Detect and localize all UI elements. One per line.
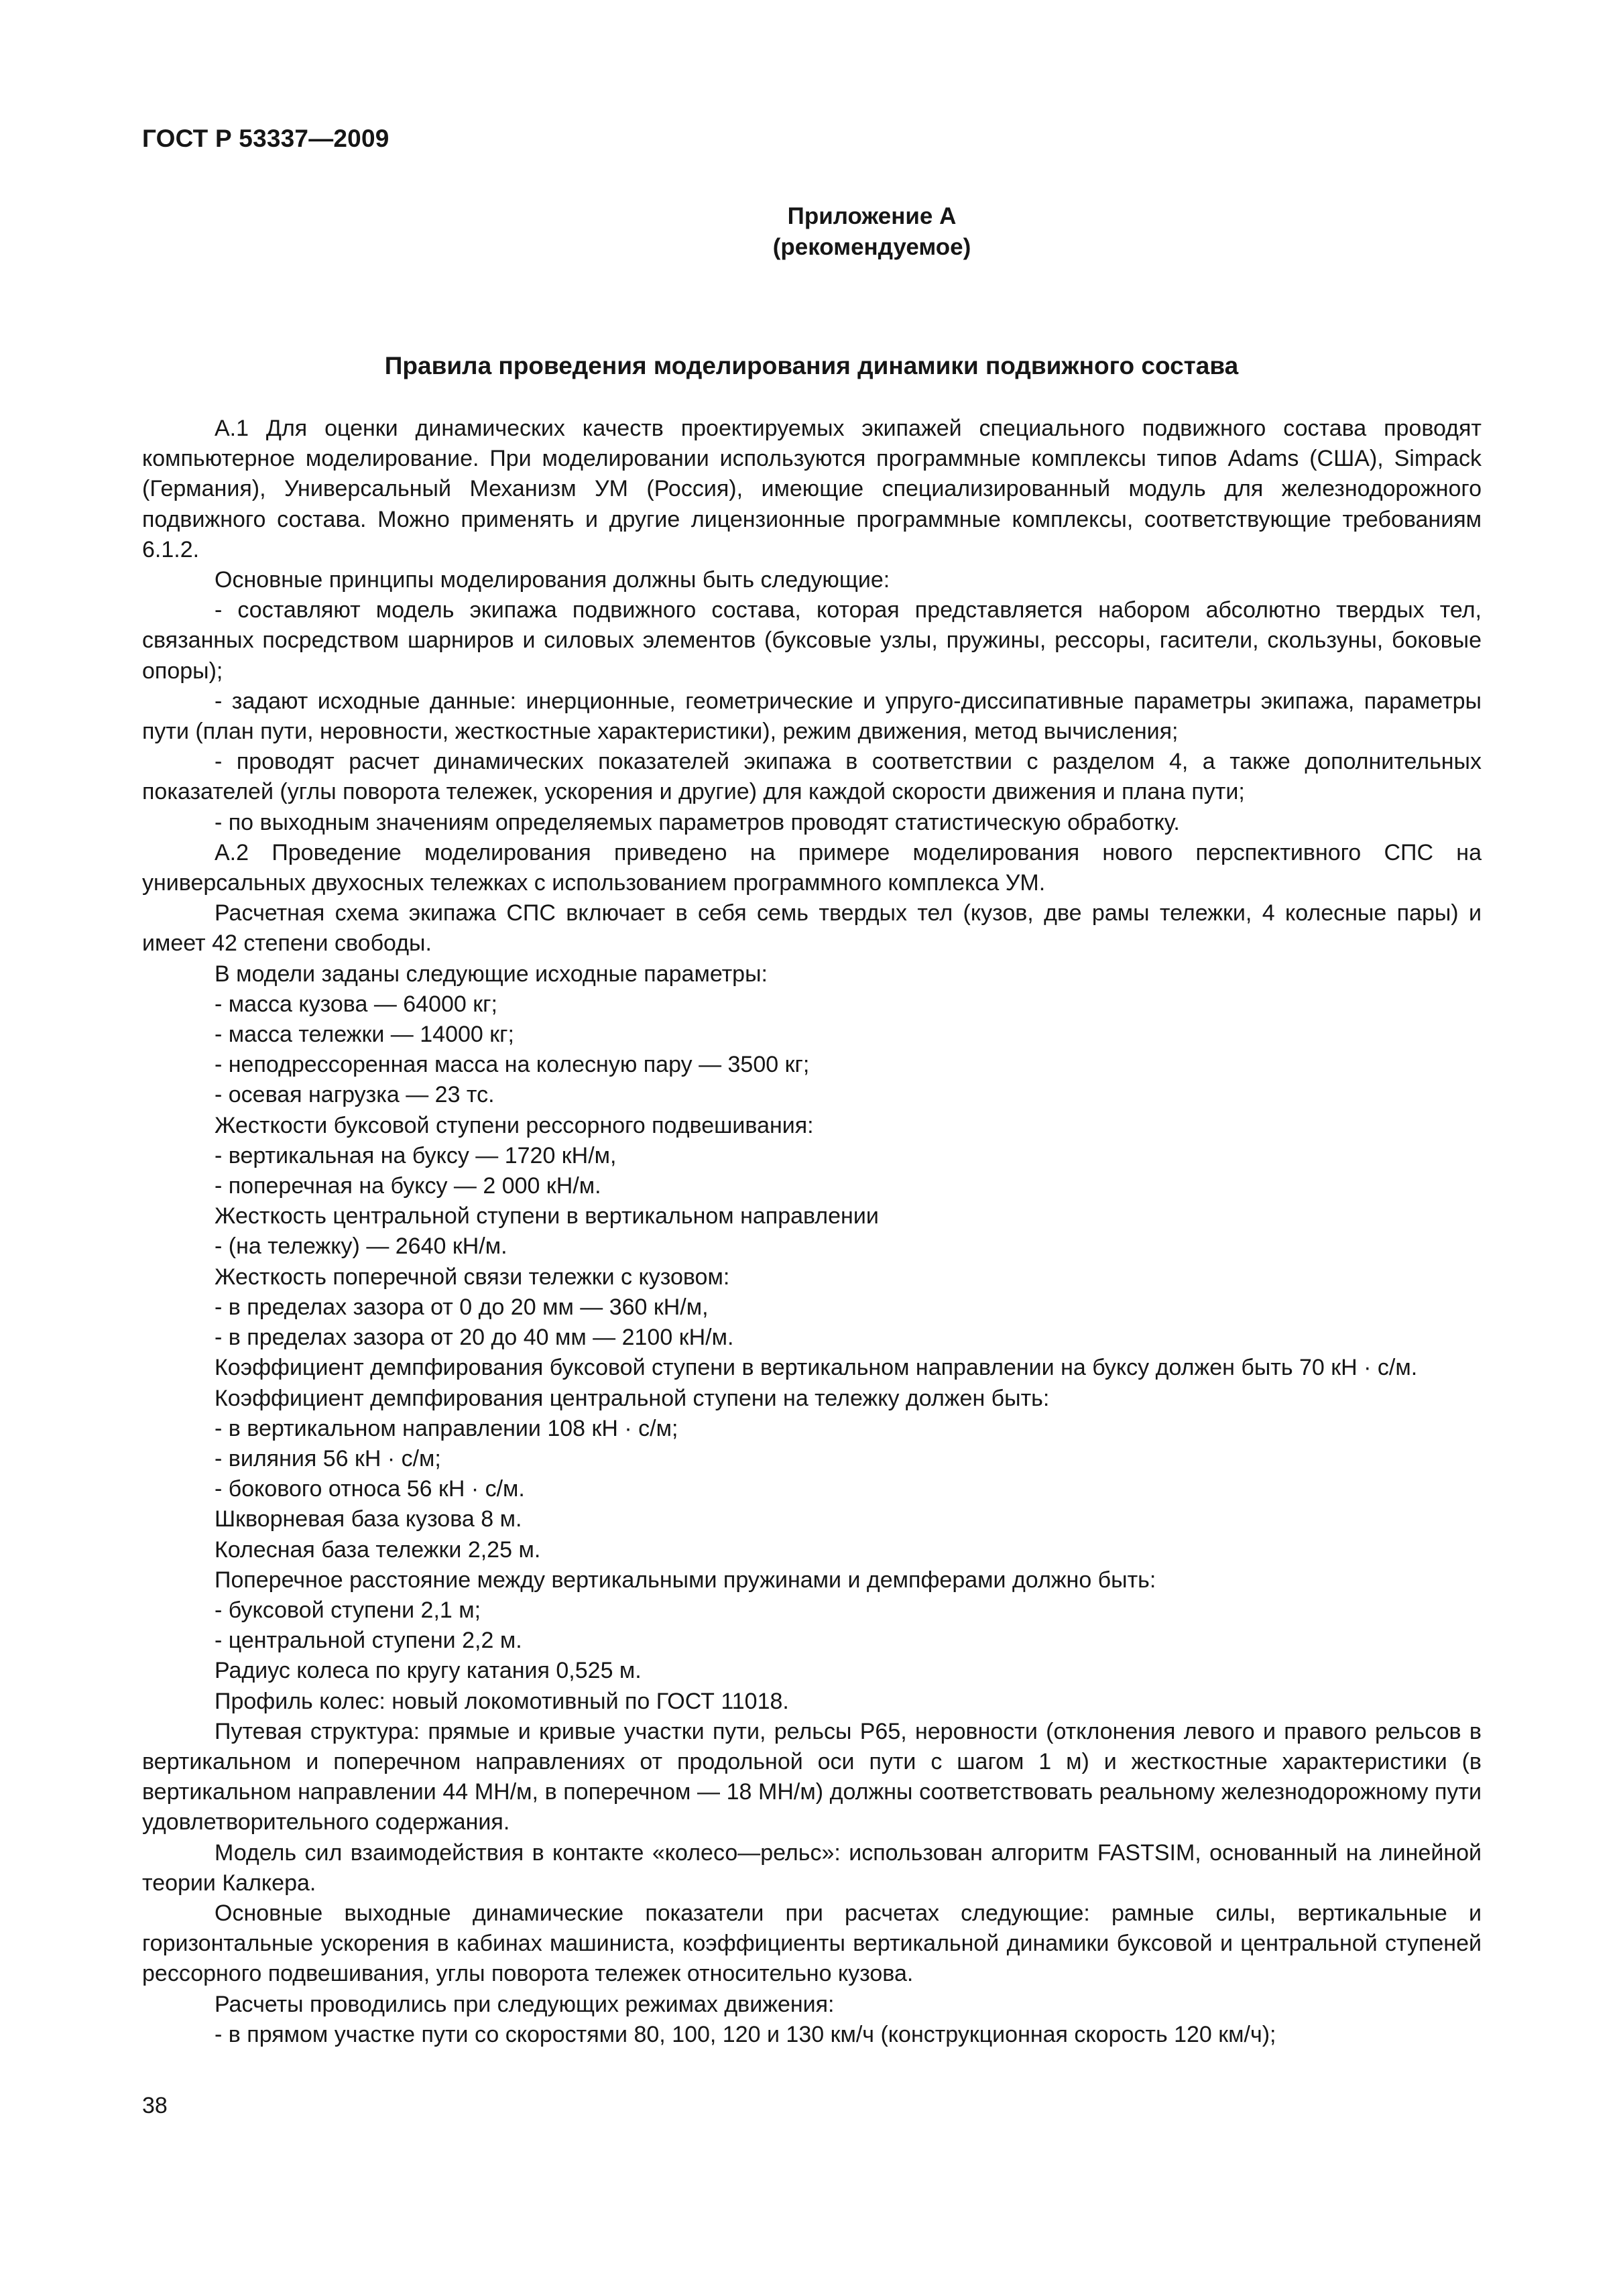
body-paragraph: - неподрессоренная масса на колесную пару — 3500 кг; bbox=[215, 1052, 810, 1078]
body-paragraph: - масса кузова — 64000 кг; bbox=[215, 991, 497, 1017]
body-paragraph: Жесткость центральной ступени в вертикальном направлении bbox=[215, 1203, 879, 1229]
body-paragraph: - центральной ступени 2,2 м. bbox=[215, 1628, 522, 1654]
body-paragraph: - виляния 56 кН · с/м; bbox=[215, 1445, 441, 1471]
body-paragraph: Основные выходные динамические показатели при расчетах следующие: рамные силы, вертикальные и горизонтальные ускорения в кабинах машиниста, коэффициенты вертикальной динамики буксовой и центральной ступеней рессорного подвешивания, углы поворота тележек относительно кузова. bbox=[142, 1900, 1482, 1987]
page-number: 38 bbox=[142, 2093, 168, 2118]
body-paragraph: Коэффициент демпфирования буксовой ступени в вертикальном направлении на буксу должен быть 70 кН · с/м. bbox=[215, 1355, 1418, 1381]
body-paragraph: Модель сил взаимодействия в контакте «колесо—рельс»: использован алгоритм FASTSIM, основанный на линейной теории Калкера. bbox=[142, 1839, 1482, 1896]
body-paragraph: - в вертикальном направлении 108 кН · с/м; bbox=[215, 1415, 678, 1441]
body-paragraph: А.2 Проведение моделирования приведено на примере моделирования нового перспективного СПС на универсальных двухосных тележках с использованием программного комплекса УМ. bbox=[142, 839, 1482, 896]
body-paragraph: - вертикальная на буксу — 1720 кН/м, bbox=[215, 1142, 617, 1168]
body-paragraph: Колесная база тележки 2,25 м. bbox=[215, 1536, 541, 1563]
body-paragraph: - по выходным значениям определяемых параметров проводят статистическую обработку. bbox=[215, 809, 1180, 835]
body-paragraph: - в прямом участке пути со скоростями 80, 100, 120 и 130 км/ч (конструкционная скорость 120 км/ч); bbox=[215, 2021, 1276, 2047]
body-paragraph: Путевая структура: прямые и кривые участки пути, рельсы Р65, неровности (отклонения левого и правого рельсов в вертикальном и поперечном направлениях от продольной оси пути с шагом 1 м) и жесткостные характеристики (в вертикальном направлении 44 МН/м, в поперечном — 18 МН/м) должны соответствовать реальному железнодорожному пути удовлетворительного содержания. bbox=[142, 1718, 1482, 1835]
body-paragraph: - бокового относа 56 кН · с/м. bbox=[215, 1476, 525, 1502]
body-paragraph: - составляют модель экипажа подвижного состава, которая представляется набором абсолютно твердых тел, связанных посредством шарниров и силовых элементов (буксовые узлы, пружины, рессоры, гасители, скользуны, боковые опоры); bbox=[142, 597, 1482, 684]
body-paragraph: - буксовой ступени 2,1 м; bbox=[215, 1597, 481, 1623]
body-paragraph: А.1 Для оценки динамических качеств проектируемых экипажей специального подвижного состава проводят компьютерное моделирование. При моделировании используются программные комплексы типов Adams (США), Simpack (Германия), Универсальный Механизм УМ (Россия), имеющие специализированный модуль для железнодорожного подвижного состава. Можно применять и другие лицензионные программные комплексы, соответствующие требованиям 6.1.2. bbox=[142, 416, 1482, 562]
body-paragraph: - задают исходные данные: инерционные, геометрические и упруго-диссипативные параметры экипажа, параметры пути (план пути, неровности, жесткостные характеристики), режим движения, метод вычисления; bbox=[142, 688, 1482, 745]
appendix-status: (рекомендуемое) bbox=[772, 234, 971, 260]
body-paragraph: Коэффициент демпфирования центральной ступени на тележку должен быть: bbox=[215, 1385, 1050, 1411]
body-paragraph: Жесткость поперечной связи тележки с кузовом: bbox=[215, 1264, 730, 1290]
body-paragraph: - в пределах зазора от 20 до 40 мм — 2100 кН/м. bbox=[215, 1325, 734, 1351]
body-paragraph: Профиль колес: новый локомотивный по ГОСТ 11018. bbox=[215, 1688, 789, 1714]
body-paragraph: - поперечная на буксу — 2 000 кН/м. bbox=[215, 1173, 601, 1199]
body-paragraph: - в пределах зазора от 0 до 20 мм — 360 кН/м, bbox=[215, 1294, 709, 1320]
body-paragraph: Жесткости буксовой ступени рессорного подвешивания: bbox=[215, 1112, 814, 1138]
body-paragraph: Расчеты проводились при следующих режимах движения: bbox=[215, 1991, 835, 2017]
body-paragraph: - (на тележку) — 2640 кН/м. bbox=[215, 1233, 507, 1260]
body-paragraph: Радиус колеса по кругу катания 0,525 м. bbox=[215, 1658, 642, 1684]
body-text bbox=[142, 414, 1482, 2050]
appendix-heading bbox=[0, 201, 1623, 263]
body-paragraph: - осевая нагрузка — 23 тс. bbox=[215, 1082, 495, 1108]
body-paragraph: Поперечное расстояние между вертикальными пружинами и демпферами должно быть: bbox=[215, 1567, 1156, 1593]
body-paragraph: В модели заданы следующие исходные параметры: bbox=[215, 961, 768, 987]
section-title: Правила проведения моделирования динамики подвижного состава bbox=[384, 352, 1239, 379]
body-paragraph: Основные принципы моделирования должны быть следующие: bbox=[215, 567, 890, 593]
body-paragraph: Расчетная схема экипажа СПС включает в себя семь твердых тел (кузов, две рамы тележки, 4 колесные пары) и имеет 42 степени свободы. bbox=[142, 900, 1482, 957]
body-paragraph: Шкворневая база кузова 8 м. bbox=[215, 1506, 522, 1532]
body-paragraph: - масса тележки — 14000 кг; bbox=[215, 1022, 514, 1048]
document-code: ГОСТ Р 53337—2009 bbox=[142, 125, 389, 152]
body-paragraph: - проводят расчет динамических показателей экипажа в соответствии с разделом 4, а также дополнительных показателей (углы поворота тележек, ускорения и другие) для каждой скорости движения и плана пути; bbox=[142, 749, 1482, 805]
appendix-label: Приложение А bbox=[787, 203, 957, 229]
